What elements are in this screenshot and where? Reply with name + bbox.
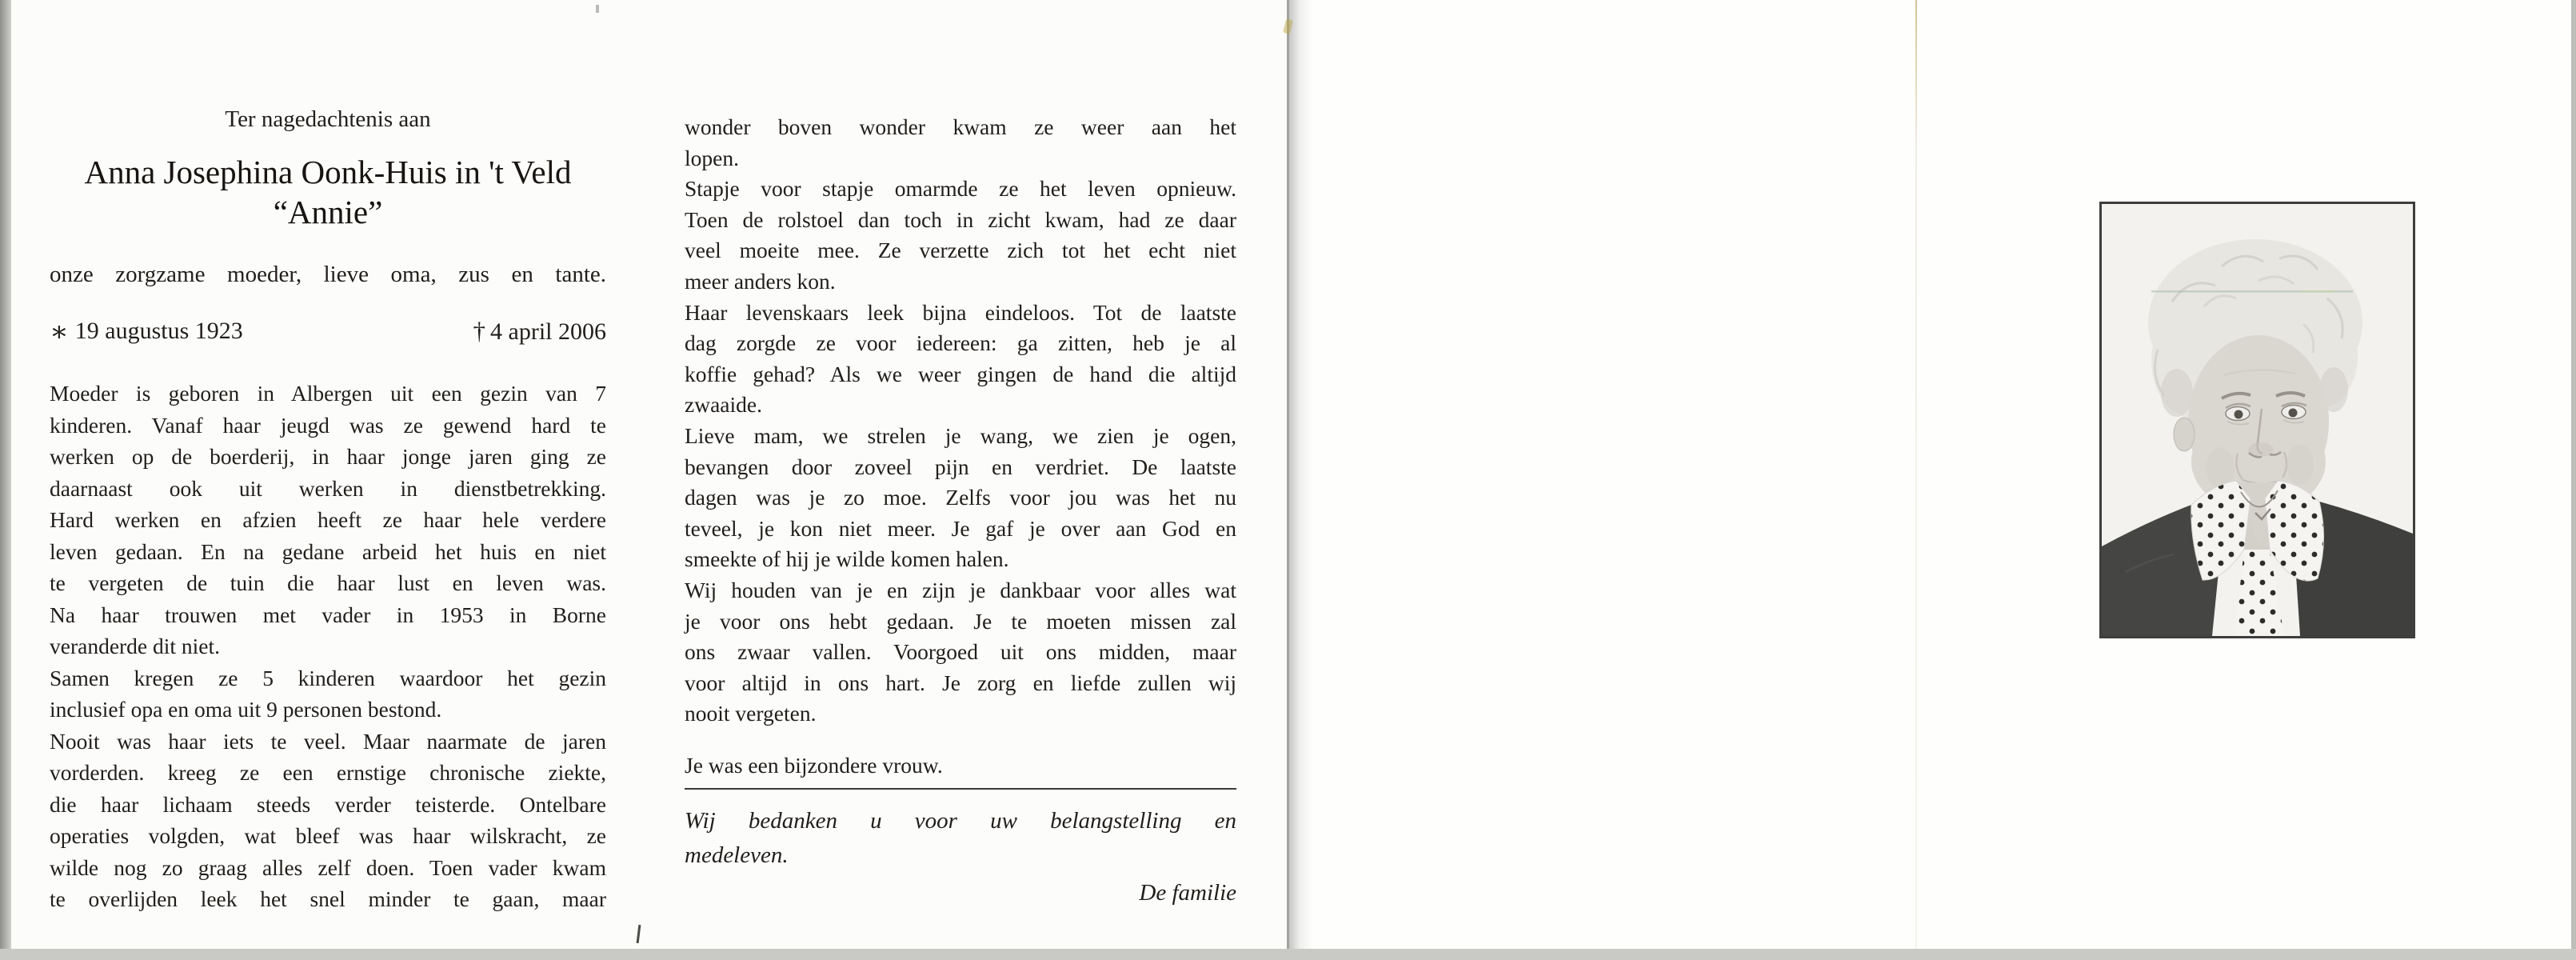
text-line: te vergeten de tuin die haar lust en leven was.: [50, 570, 606, 595]
body-paragraph: [685, 174, 1236, 297]
family-roles-line: onze zorgzame moeder, lieve oma, zus en tante.: [50, 262, 606, 287]
text-line: Toen de rolstoel dan toch in zicht kwam, had ze daar: [685, 206, 1236, 232]
body-paragraph: [50, 378, 606, 662]
text-line: leven gedaan. En na gedane arbeid het huis en niet: [50, 538, 606, 564]
text-line: werken op de boerderij, in haar jonge jaren ging ze: [50, 444, 606, 469]
deceased-name-block: [38, 152, 617, 232]
text-line: Haar levenskaars leek bijna eindeloos. Tot de laatste: [685, 299, 1236, 325]
body-paragraph: [685, 575, 1236, 730]
text-line: wilde nog zo graag alles zelf doen. Toen vader kwam: [50, 854, 606, 880]
text-line: die haar lichaam steeds verder teisterde. Ontelbare: [50, 791, 606, 817]
text-line: veranderde dit niet.: [50, 634, 221, 658]
portrait-photo: [2102, 204, 2413, 636]
scan-right-edge: [2571, 0, 2576, 949]
scan-artifact-speck: [596, 5, 599, 13]
column-1: [50, 0, 606, 949]
text-line: dag zorgde ze voor iedereen: ga zitten, heb je al: [685, 330, 1236, 356]
text-line: meer anders kon.: [685, 268, 836, 294]
body-paragraph: [50, 726, 606, 915]
text-line: bevangen door zoveel pijn en verdriet. De laatste: [685, 454, 1236, 479]
body-paragraph: [50, 662, 606, 726]
text-line: Stapje voor stapje omarmde ze het leven opnieuw.: [685, 176, 1236, 202]
text-line: kinderen. Vanaf haar jeugd was ze gewend hard te: [50, 412, 606, 438]
left-page: [11, 0, 1289, 949]
text-line: Nooit was haar iets te veel. Maar naarmate de jaren: [50, 728, 606, 754]
text-line: nooit vergeten.: [685, 701, 817, 726]
body-paragraph: [685, 421, 1236, 575]
text-line: ons zwaar vallen. Voorgoed uit ons midden, maar: [685, 639, 1236, 665]
text-line: medeleven.: [685, 842, 789, 869]
text-line: je voor ons hebt gedaan. Je te moeten missen zal: [685, 608, 1236, 634]
body-paragraph: [685, 298, 1236, 421]
text-line: voor altijd in ons hart. Je zorg en liefde zullen wij: [685, 670, 1236, 695]
deceased-name: Anna Josephina Oonk-Huis in 't Veld: [84, 154, 572, 190]
text-line: smeekte of hij je wilde komen halen.: [685, 546, 1009, 572]
text-line: Moeder is geboren in Albergen uit een gezin van 7: [50, 381, 606, 406]
text-line: vorderden. kreeg ze een ernstige chronische ziekte,: [50, 760, 606, 785]
text-line: Hard werken en afzien heeft ze haar hele verdere: [50, 507, 606, 532]
scan-artifact-tick: [637, 925, 641, 943]
text-line: koffie gehad? Als we weer gingen de hand die altijd: [685, 361, 1236, 386]
text-line: inclusief opa en oma uit 9 personen bestond.: [50, 697, 442, 722]
thanks-paragraph: [685, 804, 1236, 873]
text-line: daarnaast ook uit werken in dienstbetrekking.: [50, 475, 606, 501]
text-line: zwaaide.: [685, 392, 762, 418]
obituary-column-2-text: [685, 112, 1236, 910]
birth-date: 19 augustus 1923: [74, 318, 243, 344]
obituary-column-1-text: [50, 378, 606, 915]
fold-crease: [1915, 0, 1917, 949]
text-line: Lieve mam, we strelen je wang, we zien je ogen,: [685, 422, 1236, 448]
divider-rule: [685, 788, 1236, 790]
birth-star-icon: ∗: [50, 316, 69, 347]
birth-date-group: [50, 315, 243, 348]
column-2: [685, 0, 1236, 949]
text-line: te overlijden leek het snel minder te gaan, maar: [50, 886, 606, 911]
body-paragraph: [685, 112, 1236, 174]
dedication-text: Ter nagedachtenis aan: [225, 106, 431, 132]
text-line: operaties volgden, wat bleef was haar wilskracht, ze: [50, 823, 606, 848]
text-line: lopen.: [685, 145, 739, 170]
death-date: 4 april 2006: [490, 318, 606, 345]
text-line: teveel, je kon niet meer. Je gaf je over aan God en: [685, 515, 1236, 541]
text-line: Na haar trouwen met vader in 1953 in Borne: [50, 602, 606, 627]
text-line: Wij houden van je en zijn je dankbaar voor alles wat: [685, 577, 1236, 602]
right-page: [1289, 0, 2571, 949]
death-cross-icon: †: [473, 317, 486, 345]
death-date-group: [473, 315, 606, 348]
text-line: wonder boven wonder kwam ze weer aan het: [685, 114, 1236, 139]
deceased-nickname: “Annie”: [273, 194, 383, 230]
family-signature: De familie: [1139, 880, 1236, 906]
life-dates-row: [50, 315, 606, 348]
text-line: Wij bedanken u voor uw belangstelling en: [685, 808, 1236, 834]
text-line: dagen was je zo moe. Zelfs voor jou was het nu: [685, 485, 1236, 510]
text-line: Samen kregen ze 5 kinderen waardoor het gezin: [50, 665, 606, 690]
photo-frame: [2099, 202, 2415, 638]
closing-line: Je was een bijzondere vrouw.: [685, 752, 943, 778]
text-line: veel moeite mee. Ze verzette zich tot het echt niet: [685, 238, 1236, 263]
